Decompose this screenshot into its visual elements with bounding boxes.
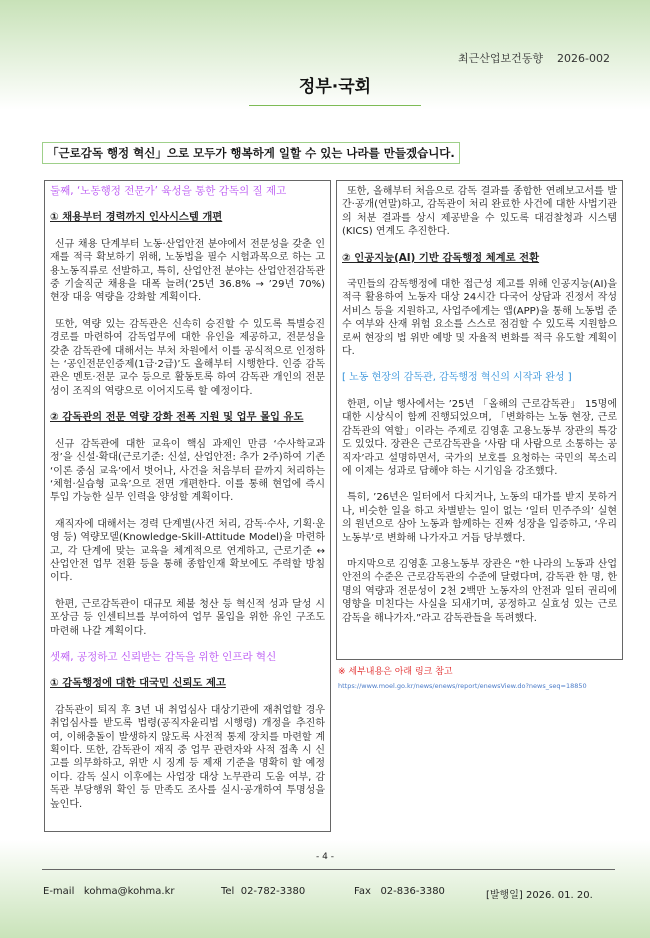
- left-column: [44, 180, 331, 832]
- issue-number: 2026-002: [557, 52, 610, 65]
- paragraph: 또한, 역량 있는 감독관은 신속히 승진할 수 있도록 특별승진 경로를 마련하여 감독업무에 대한 유인을 제공하고, 전문성을 갖춘 감독관에 대해서는 부처 차원에서 이를 공식적으로 인정하는 ‘공인전문인증제(1급·2급)’도 올해부터 시행한다. 인증 감독관은 멘토·전문 교수 등으로 활동토록 하여 감독관 개인의 전문성이 조직의 역량으로 이어지도록 할 예정이다.: [50, 318, 325, 397]
- publication-name: 최근산업보건동향: [458, 52, 544, 65]
- event-heading: [ 노동 현장의 감독관, 감독행정 혁신의 시작과 완성 ]: [342, 372, 572, 384]
- right-column: [336, 180, 623, 660]
- fax-label: Fax: [354, 886, 371, 897]
- subsection-heading: ① 채용부터 경력까지 인사시스템 개편: [50, 211, 223, 224]
- footer-tel: [221, 886, 305, 897]
- paragraph: 신규 감독관에 대한 교육이 핵심 과제인 만큼 ‘수사학교과정’을 신설·확대(근로기준: 신설, 산업안전: 추가 2주)하여 기존 ‘이론 중심 교육’에서 벗어나, 사건을 처음부터 끝까지 처리하는 ‘체험·실습형 교육’으로 전면 개편한다. 이를 통해 현업에 즉시 투입 가능한 실무 인력을 양성할 계획이다.: [50, 438, 325, 504]
- subsection-heading: ② 감독관의 전문 역량 강화 전폭 지원 및 업무 몰입 유도: [50, 411, 304, 424]
- reference-note: ※ 세부내용은 아래 링크 참고: [338, 667, 453, 677]
- subsection-heading: ① 감독행정에 대한 대국민 신뢰도 제고: [50, 677, 226, 690]
- publication-header: [444, 50, 610, 66]
- page-number: - 4 -: [316, 852, 334, 862]
- footer-divider: [42, 869, 615, 870]
- tel-value: 02-782-3380: [240, 886, 306, 897]
- paragraph: 신규 채용 단계부터 노동·산업안전 분야에서 전문성을 갖춘 인재를 적극 확보하기 위해, 노동법을 필수 시험과목으로 하는 고용노동직류로 선발하고, 특히, 산업안전 분야는 산업안전감독관 중 기술직군 채용을 대폭 늘려(’25년 36.8% → ’29년 70%) 현장 대응 역량을 강화할 계획이다.: [50, 238, 325, 304]
- paragraph: 국민들의 감독행정에 대한 접근성 제고를 위해 인공지능(AI)을 적극 활용하여 노동자 대상 24시간 다국어 상담과 진정서 작성 서비스 등을 지원하고, 사업주에게는 앱(APP)을 통해 노동법 준수 여부와 산재 위험 요소를 스스로 점검할 수 있도록 지원함으로써 현장의 법 위반 예방 및 자율적 변화를 적극 유도할 계획이다.: [342, 279, 617, 358]
- footer-fax: [354, 886, 445, 897]
- paragraph: 마지막으로 김영훈 고용노동부 장관은 “한 나라의 노동과 산업안전의 수준은 근로감독관의 수준에 달렸다며, 감독관 한 명, 한 명의 역량과 전문성이 2천 2백만 노동자의 안전과 일터 권리에 영향을 미친다는 사실을 되새기며, 공정하고 실효성 있는 근로감독을 해나가자.”라고 감독관들을 독려했다.: [342, 558, 617, 624]
- reference-link[interactable]: https://www.moel.go.kr/news/enews/report/enewsView.do?news_seq=18850: [338, 682, 587, 690]
- paragraph: 한편, 이날 행사에서는 ’25년 「올해의 근로감독관」 15명에 대한 시상식이 함께 진행되었으며, 「변화하는 노동 현장, 근로감독관의 역할」이라는 주제로 김영훈 고용노동부 장관의 특강도 있었다. 장관은 근로감독관을 ‘사람 대 사람으로 소통하는 공직자’라고 설명하면서, 국가의 보호를 요청하는 국민의 목소리에 이제는 성과로 답해야 하는 시기임을 강조했다.: [342, 398, 617, 477]
- page-title: 정부·국회: [249, 72, 421, 106]
- email-label: E-mail: [43, 886, 75, 897]
- paragraph: 또한, 올해부터 처음으로 감독 결과를 종합한 연례보고서를 발간·공개(연말)하고, 감독관이 처리 완료한 사건에 대한 사법기관의 처분 결과를 상시 제공받을 수 있도록 대검찰청과 시스템(KICS) 연계도 추진한다.: [342, 186, 617, 238]
- paragraph: 감독관이 퇴직 후 3년 내 취업심사 대상기관에 재취업할 경우 취업심사를 받도록 법령(공직자윤리법 시행령) 개정을 추진하여, 이해충돌이 발생하지 않도록 사전적 통제 장치를 마련할 계획이다. 또한, 감독관이 재직 중 업무 관련자와 사적 접촉 시 신고를 의무화하고, 위반 시 징계 등 제재 기준을 명확히 할 예정이다. 감독 실시 이후에는 사업장 대상 노무관리 도움 여부, 감독관 부당행위 확인 등 만족도 조사를 실시·공개하여 투명성을 높인다.: [50, 704, 325, 810]
- footer-date: [발행일] 2026. 01. 20.: [486, 890, 593, 901]
- paragraph: 재직자에 대해서는 경력 단계별(사건 처리, 감독·수사, 기획·운영 등) 역량모델(Knowledge-Skill-Attitude Model)을 마련하고, 각 단계에 맞는 교육을 체계적으로 연계하고, 근로기준 ↔ 산업안전 업무 전환 등을 통해 종합인재 확보에도 주력할 방침이다.: [50, 518, 325, 584]
- footer-email: [43, 886, 175, 897]
- section-heading: 셋째, 공정하고 신뢰받는 감독을 위한 인프라 혁신: [50, 650, 277, 663]
- email-value[interactable]: kohma@kohma.kr: [83, 886, 175, 897]
- tel-label: Tel: [221, 886, 235, 897]
- paragraph: 특히, ’26년은 일터에서 다치거나, 노동의 대가를 받지 못하거나, 비슷한 일을 하고 차별받는 일이 없는 ‘일터 민주주의’ 실현의 원년으로 삼아 노동과 함께하는 진짜 성장을 입증하고, ‘우리 노동부’로 변화해 나가자고 거듭 당부했다.: [342, 492, 617, 544]
- section-heading: 둘째, ‘노동행정 전문가’ 육성을 통한 감독의 질 제고: [50, 185, 287, 197]
- subsection-heading: ② 인공지능(AI) 기반 감독행정 체계로 전환: [342, 251, 540, 264]
- fax-value: 02-836-3380: [380, 886, 445, 897]
- article-headline: 「근로감독 행정 혁신」으로 모두가 행복하게 일할 수 있는 나라를 만들겠습니다.: [42, 142, 460, 164]
- paragraph: 한편, 근로감독관이 대규모 체불 청산 등 혁신적 성과 달성 시 포상금 등 인센티브를 부여하여 업무 몰입을 위한 유인 구조도 마련해 나갈 계획이다.: [50, 598, 325, 637]
